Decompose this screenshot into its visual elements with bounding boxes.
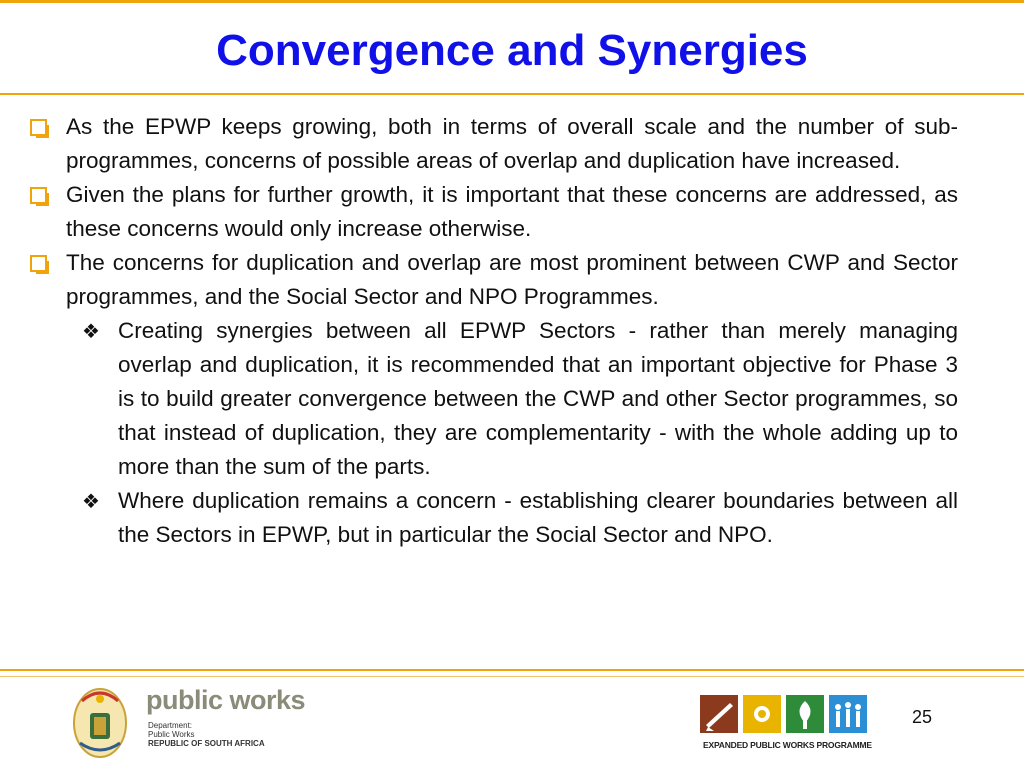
slide-body xyxy=(30,110,958,552)
bullet-item xyxy=(30,178,958,246)
page-number: 25 xyxy=(912,707,933,727)
four-diamond-bullet-icon: ❖ xyxy=(82,319,100,343)
sub-bullet-text: Where duplication remains a concern - establishing clearer boundaries between all the Sectors in EPWP, but in particular the Social Sector and NPO. xyxy=(118,488,958,547)
bullet-text: Given the plans for further growth, it is important that these concerns are addressed, as these concerns would only increase otherwise. xyxy=(66,182,958,241)
footer-rule-thin xyxy=(0,676,1024,677)
sub-bullet-text: Creating synergies between all EPWP Sectors - rather than merely managing overlap and duplication, it is recommended that an important objective for Phase 3 is to build greater convergence between the CWP and other Sector programmes, so that instead of duplication, they are complementarity - with the whole adding up to more than the sum of the parts. xyxy=(118,318,958,479)
department-country: REPUBLIC OF SOUTH AFRICA xyxy=(148,739,265,748)
top-accent-rule xyxy=(0,0,1024,3)
bullet-text: The concerns for duplication and overlap are most prominent between CWP and Sector programmes, and the Social Sector and NPO Programmes. xyxy=(66,250,958,309)
bullet-item xyxy=(30,246,958,314)
department-line: Department: xyxy=(148,721,193,730)
programme-caption: EXPANDED PUBLIC WORKS PROGRAMME xyxy=(703,740,872,750)
square-bullet-icon xyxy=(30,187,47,204)
department-line: Public Works xyxy=(148,730,195,739)
footer-rule xyxy=(0,669,1024,671)
coat-of-arms-icon xyxy=(70,683,130,761)
department-name: public works xyxy=(146,685,306,715)
sub-bullet-item xyxy=(30,314,958,484)
title-divider xyxy=(0,93,1024,95)
square-bullet-icon xyxy=(30,119,47,136)
department-logo xyxy=(70,683,370,763)
square-bullet-icon xyxy=(30,255,47,272)
slide-title: Convergence and Synergies xyxy=(216,26,808,75)
four-diamond-bullet-icon: ❖ xyxy=(82,489,100,513)
bullet-text: As the EPWP keeps growing, both in terms of overall scale and the number of sub-programmes, concerns of possible areas of overlap and duplication have increased. xyxy=(66,114,958,173)
sub-bullet-item xyxy=(30,484,958,552)
bullet-item xyxy=(30,110,958,178)
